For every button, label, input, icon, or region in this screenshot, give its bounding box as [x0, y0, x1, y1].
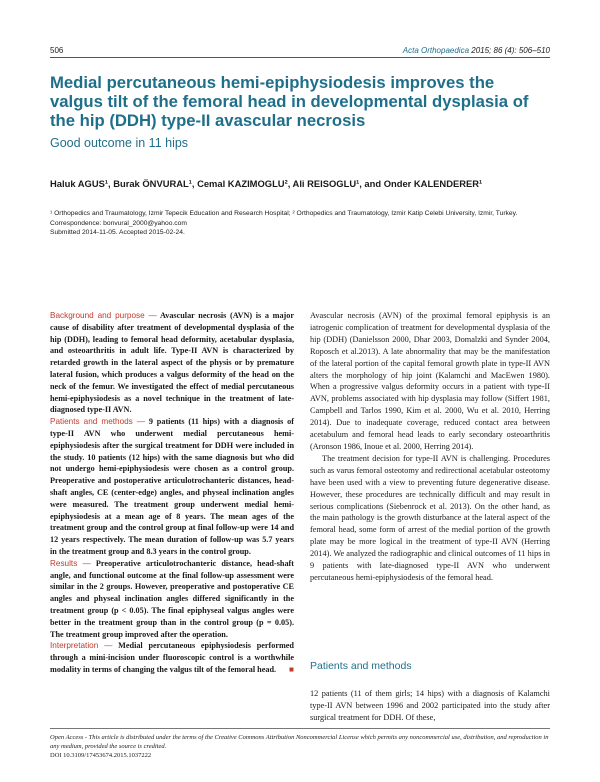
- abstract-background: [50, 310, 294, 416]
- journal-name: Acta Orthopaedica: [402, 46, 470, 55]
- footer-rule: [50, 728, 550, 729]
- methods-label: Patients and methods —: [50, 417, 146, 427]
- section-heading: Patients and methods: [310, 660, 412, 672]
- abstract-methods: [50, 416, 294, 558]
- interpretation-text: Medial percutaneous epiphysiodesis performed through a mini-incision under fluoroscopic control is a worthwhile modality in terms of changing the valgus tilt of the femoral head.: [50, 641, 294, 674]
- header-rule: [50, 57, 550, 58]
- article-title: Medial percutaneous hemi-epiphysiodesis improves the valgus tilt of the femoral head in developmental dysplasia of the hip (DDH) type-II avascular necrosis: [50, 73, 529, 130]
- background-text: Avascular necrosis (AVN) is a major cause of disability after treatment of developmental dysplasia of the hip (DDH), leading to femoral head deformity, acetabular dysplasia, and osteoarthritis in adult life. Type-II AVN is characterized by retarded growth in the lateral aspect of the physis or by premature lateral fusion, which produces a valgus deformity of the head on the neck of the femur. We investigated the effect of medial percutaneous hemi-epiphysiodesis as a novel technique in the treatment of late-diagnosed type-II AVN.: [50, 311, 294, 415]
- license-note: Open Access - This article is distributed under the terms of the Creative Commons Attribution Noncommercial License which permits any noncommercial use, distribution, and reproduction in any medium, provided the source is credited.: [50, 734, 549, 750]
- results-text: Preoperative articulotrochanteric distance, head-shaft angle, and functional outcome at the final follow-up assessment were similar in the 2 groups. However, preoperative and postoperative CE angles and physeal inclination angles differed significantly in the treatment group (p < 0.05). The final epiphyseal valgus angles were better in the treatment group than in the control group (p = 0.05). The treatment group improved after the operation.: [50, 558, 294, 639]
- body-paragraph-3: 12 patients (11 of them girls; 14 hips) with a diagnosis of Kalamchi type-II AVN between 1996 and 2002 participated into the study after surgical treatment for DDH. Of these,: [310, 689, 550, 722]
- footer: [50, 733, 550, 760]
- submission-dates: Submitted 2014-11-05. Accepted 2015-02-24.: [50, 229, 185, 237]
- correspondence: Correspondence: bonvural_2000@yahoo.com: [50, 219, 187, 227]
- article-subtitle: Good outcome in 11 hips: [50, 136, 189, 150]
- body-column: [310, 310, 550, 722]
- methods-text: 9 patients (11 hips) with a diagnosis of type-II AVN who underwent medial percutaneous hemi-epiphysiodesis after the surgical treatment for DDH were included in the study. 10 patients (12 hips) with the same diagnosis but who did not undergo hemi-epiphysiodesis were chosen as a control group. Preoperative and postoperative articulotrochanteric distances, head-shaft angles, CE (center-edge) angles, and physeal inclination angles were measured. The treatment group underwent medial hemi-epiphysiodesis at a mean age of 8 years. The mean ages of the treatment group and the control group at final follow-up were 14 and 12 years respectively. The mean duration of follow-up was 5.7 years in the treatment group and 8.3 years in the control group.: [50, 417, 294, 556]
- running-header: [403, 46, 550, 55]
- background-label: Background and purpose —: [50, 311, 157, 320]
- author-list: Haluk AGUS¹, Burak ÖNVURAL¹, Cemal KAZIMOGLU², Ali REISOGLU¹, and Onder KALENDERER¹: [50, 178, 483, 189]
- abstract: [50, 310, 294, 676]
- affiliation-block: [50, 209, 550, 238]
- results-label: Results —: [50, 558, 91, 568]
- institutions: ¹ Orthopedics and Traumatology, Izmir Tepecik Education and Research Hospital; ² Orthopedics and Traumatology, Izmir Katip Celebi University, Izmir, Turkey.: [50, 210, 518, 217]
- abstract-interpretation: [50, 640, 294, 675]
- methods-section: [310, 688, 550, 724]
- body-paragraph-2: The treatment decision for type-II AVN is challenging. Procedures such as varus femoral osteotomy and redirectional acetabular osteotomy have been used with a view to preventing future degenerative disease. However, these procedures are technically difficult and may result in serious complications (Siebenrock et al. 2013). On the other hand, as the main pathology is the growth disturbance at the lateral aspect of the femoral head, some form of arrest of the medial portion of the growth plate may be more logical in the treatment of type-II AVN (Herring 2014). We analyzed the radiographic and clinical outcomes of 11 hips in 9 patients with late-diagnosed type-II AVN who underwent percutaneous hemi-epiphysiodesis of the femoral head.: [310, 453, 550, 582]
- doi: DOI 10.3109/17453674.2015.1037222: [50, 752, 152, 759]
- body-paragraph-1: Avascular necrosis (AVN) of the proximal femoral epiphysis is an iatrogenic complication of treatment for developmental dysplasia of the hip (DDH) (Danielsson 2000, Dhar 2003, Domalzki and Synder 2004, Roposch et al.2013). A late abnormality that may be the manifestation of the lateral portion of the capital femoral growth plate in type-II AVN alters the morphology of hip joint (Kalamchi and MacEwen 1980). When a progressive valgus deformity occurs in a patient with type-II AVN, problems associated with hip dysplasia may follow (Siffert 1981, Campbell and Tarlos 1990, Kim et al. 2000, Wu et al. 2010, Herring 2014). Due to inadequate coverage, reduced contact area between acetabulum and femoral head leads to early secondary osteoarthritis (Aronson 1986, Inoue et al. 2000, Herring 2014).: [310, 311, 550, 451]
- interpretation-label: Interpretation —: [50, 641, 113, 651]
- journal-citation: 2015; 86 (4): 506–510: [471, 46, 550, 55]
- end-mark: ■: [289, 664, 294, 674]
- page-number: 506: [50, 46, 64, 55]
- abstract-results: [50, 558, 294, 641]
